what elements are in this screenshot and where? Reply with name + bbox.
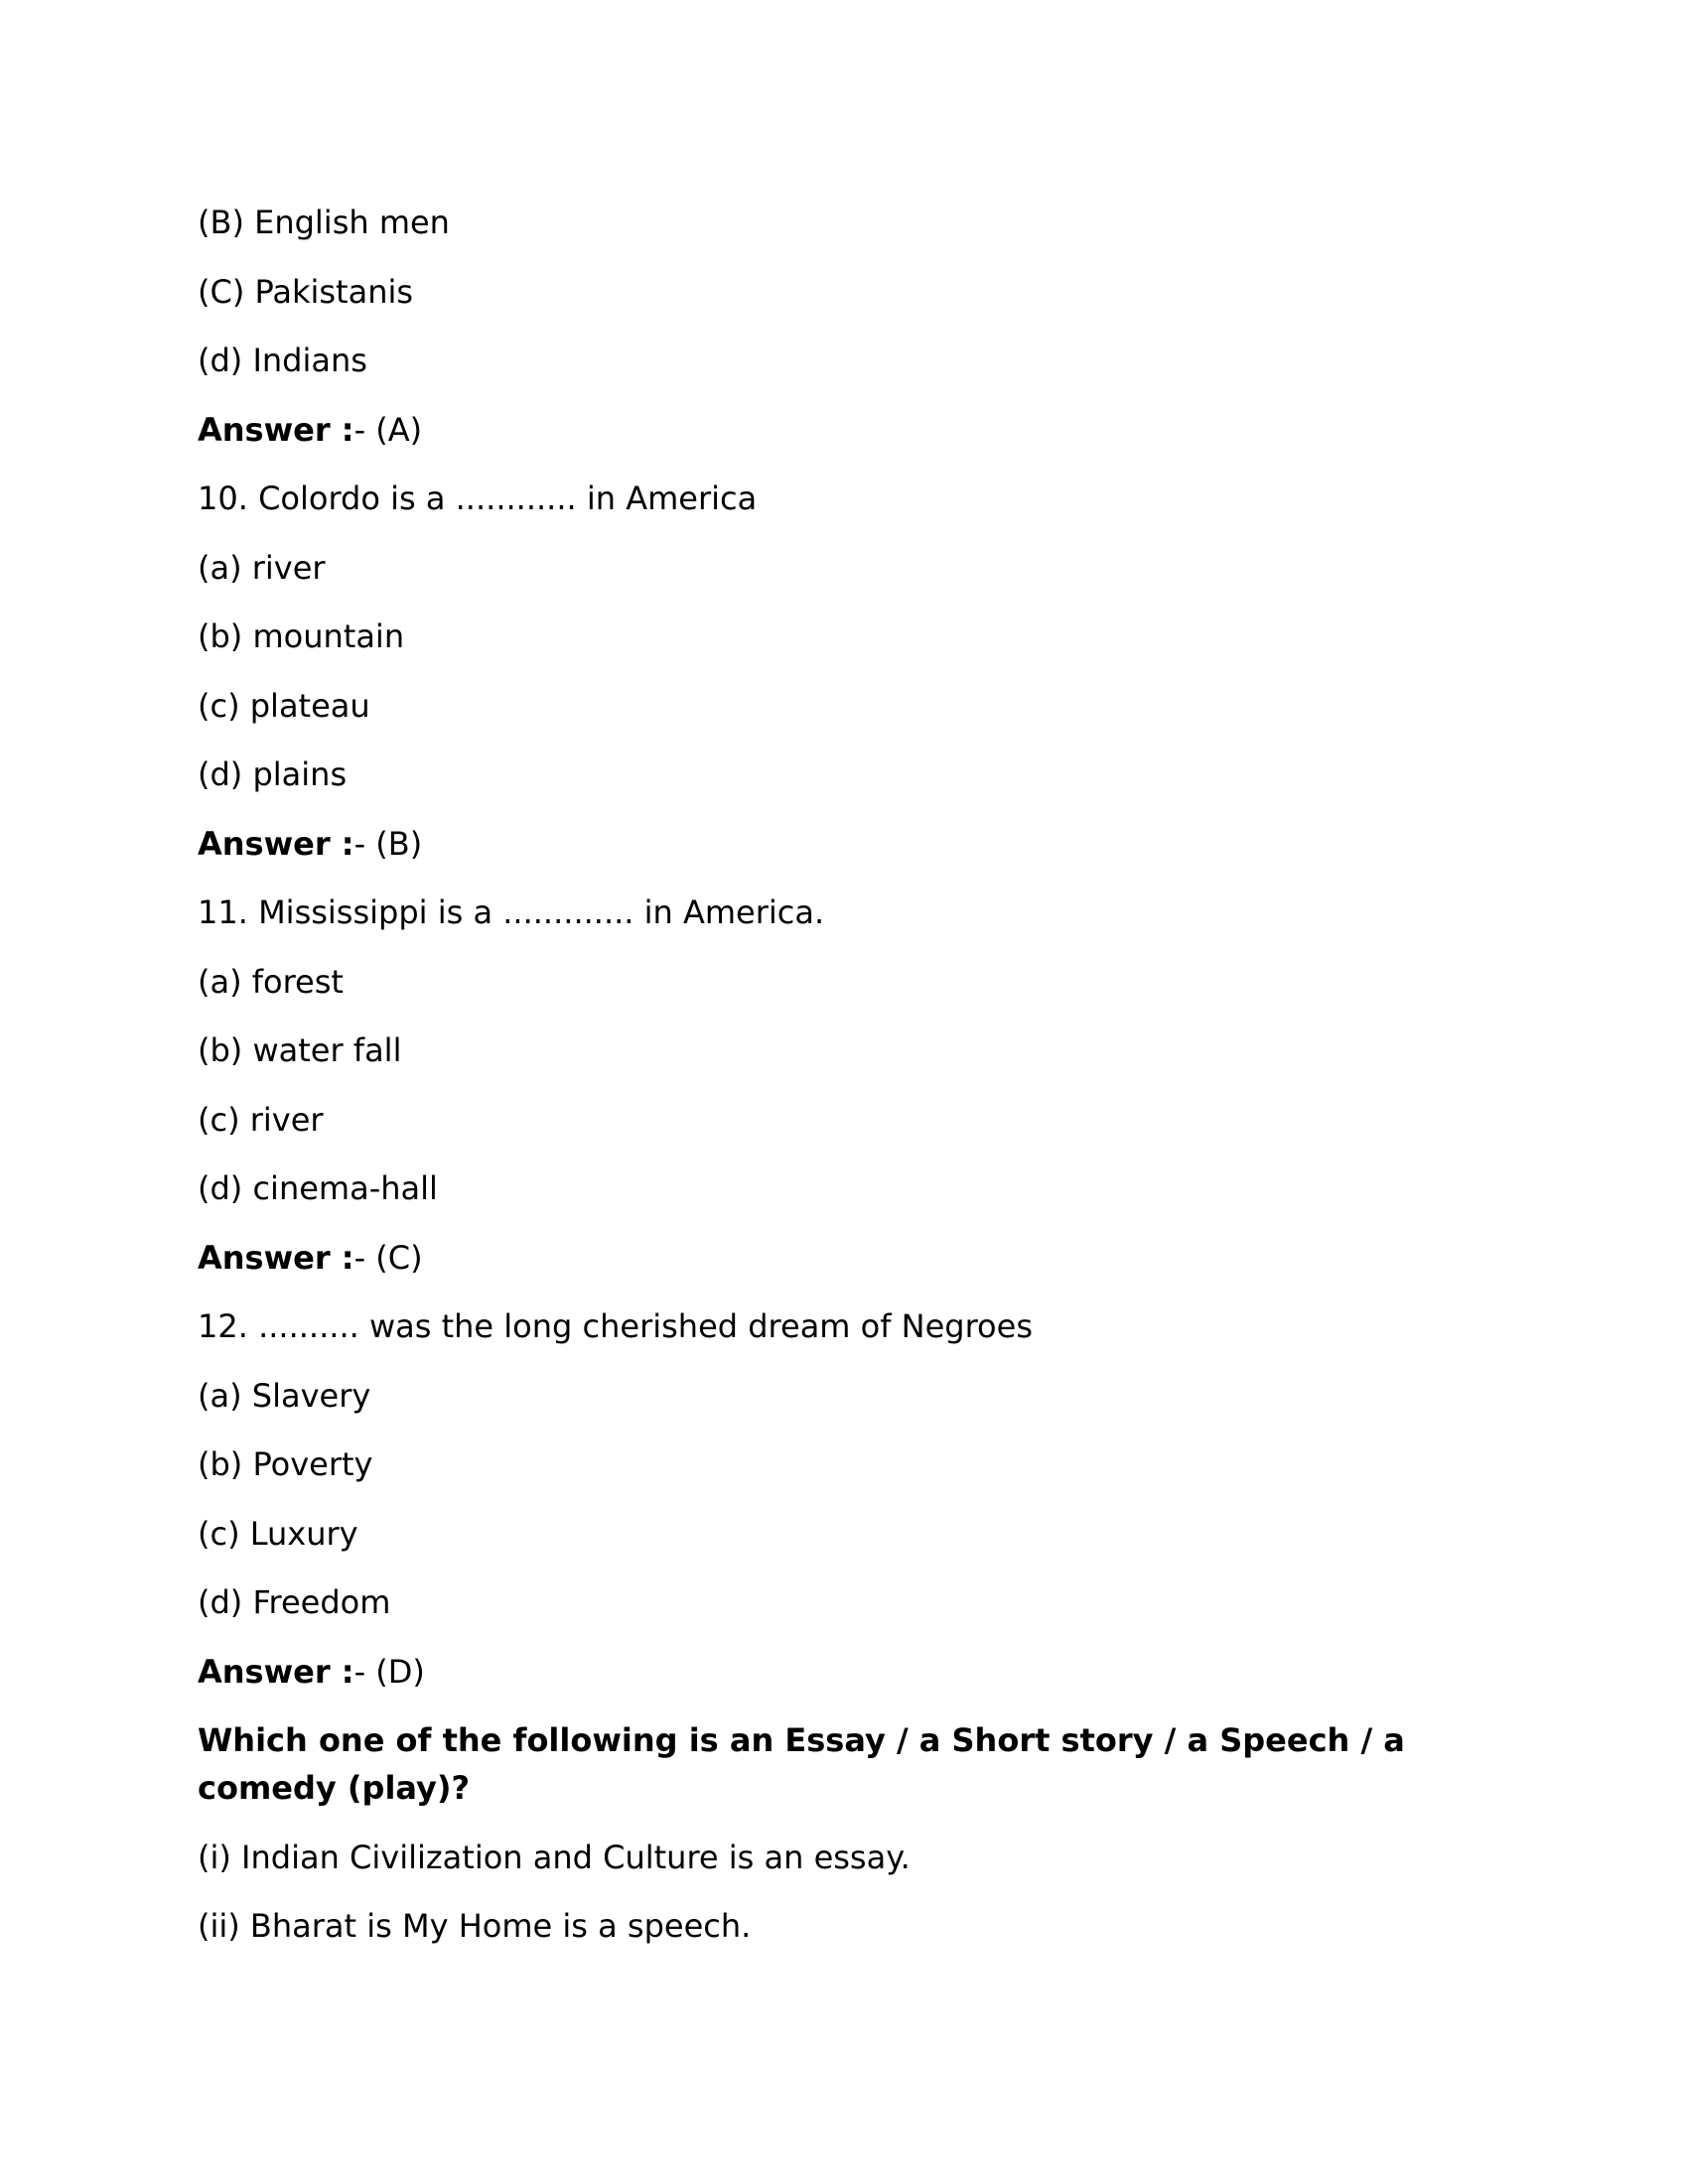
question-text: 10. Colordo is a ............ in America [198, 479, 758, 517]
answer-line [198, 820, 1488, 868]
answer-value: - (D) [353, 1652, 425, 1691]
option-line: (d) plains [198, 755, 348, 793]
option-line: (c) Luxury [198, 1514, 358, 1553]
answer-label: Answer : [198, 1652, 354, 1691]
option-line: (b) mountain [198, 617, 405, 655]
section-item: (ii) Bharat is My Home is a speech. [198, 1907, 752, 1945]
option-line: (d) cinema-hall [198, 1169, 438, 1207]
answer-line [198, 1648, 1488, 1696]
question-text: 12. .......... was the long cherished dream of Negroes [198, 1307, 1033, 1345]
answer-line [198, 406, 1488, 454]
option-line: (a) river [198, 548, 326, 587]
option-line: (c) river [198, 1100, 324, 1139]
answer-value: - (A) [353, 410, 423, 449]
option-line: (a) Slavery [198, 1376, 371, 1415]
option-line: (B) English men [198, 204, 450, 241]
section-item: (i) Indian Civilization and Culture is an essay. [198, 1838, 911, 1876]
option-line: (b) water fall [198, 1031, 402, 1069]
answer-label: Answer : [198, 1238, 354, 1277]
section-heading: Which one of the following is an Essay / a Short story / a Speech / a comedy (play)? [198, 1721, 1405, 1807]
answer-value: - (B) [353, 824, 423, 863]
answer-value: - (C) [353, 1238, 423, 1277]
page-content [198, 199, 1488, 1972]
option-line: (C) Pakistanis [198, 272, 414, 311]
answer-label: Answer : [198, 824, 354, 863]
option-line: (c) plateau [198, 686, 370, 725]
question-text: 11. Mississippi is a ............. in America. [198, 893, 825, 931]
option-line: (a) forest [198, 962, 344, 1001]
answer-line [198, 1234, 1488, 1282]
option-line: (d) Freedom [198, 1583, 391, 1621]
option-line: (b) Poverty [198, 1445, 373, 1483]
option-line: (d) Indians [198, 341, 367, 379]
answer-label: Answer : [198, 410, 354, 449]
